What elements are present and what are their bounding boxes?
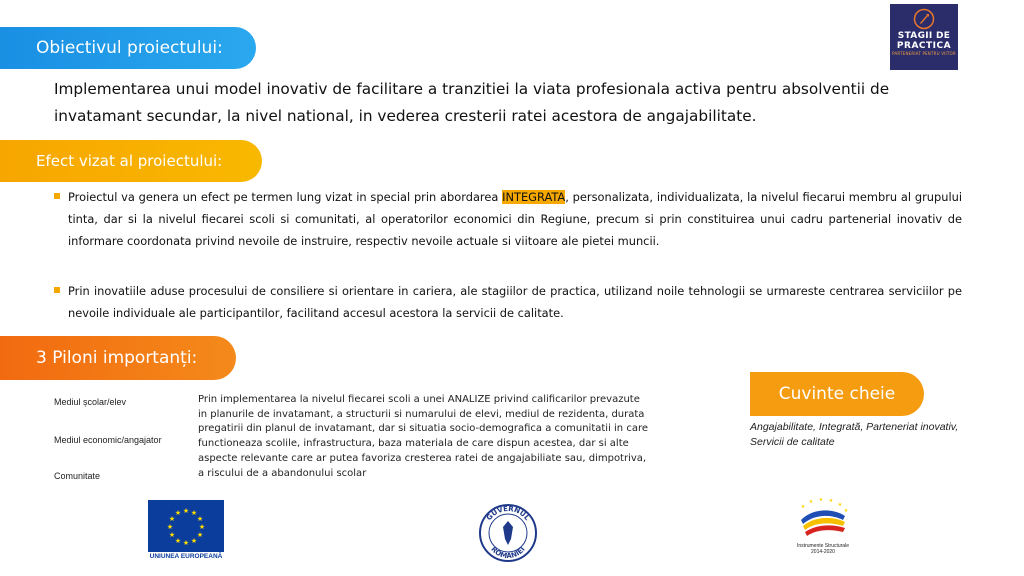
svg-text:★: ★ <box>190 537 198 545</box>
bullet-1-text-after: , personalizata, individualizata, la nivelul fiecarui membru al grupului tinta, dar si la nivelul fiecarei scoli si comunitati, al operatorilor economici din Regiune, precum si prin constituirea unui cadru partenerial inovativ de informare coordonata privind nevoile de instruire, respectiv nevoile actuale si viitoare ale pietei muncii. <box>68 190 962 248</box>
svg-text:★: ★ <box>174 537 182 545</box>
eu-flag-icon <box>148 500 224 552</box>
stagii-de-practica-logo <box>890 4 958 70</box>
pillars-description: Prin implementarea la nivelul fiecarei scoli a unei ANALIZE privind calificarilor prevazute in planurile de invatamant, a structurii si numarului de elevi, mediul de rezidenta, durata pregatirii din planul de invatamant, dar si situatia socio-demografica a comunitatii in care functioneaza scolile, infrastructura, baza materiala de care dispun acestea, dar si alte aspecte relevante care ar putea favoriza cresterea ratei de angajabiliate sau, dimpotriva, a riscului de a abandonului scolar <box>198 394 648 479</box>
svg-text:★: ★ <box>168 515 176 523</box>
instrumente-structurale-icon <box>793 498 853 538</box>
svg-text:★: ★ <box>196 531 204 539</box>
gov-text-bottom: ROMÂNIEI <box>489 545 527 561</box>
bullet-1-highlight: INTEGRATA <box>502 190 566 204</box>
gov-text-top: GUVERNUL <box>484 504 532 523</box>
eu-caption: UNIUNEA EUROPEANĂ <box>149 553 223 560</box>
keywords-text: Angajabilitate, Integrată, Parteneriat inovativ, Servicii de calitate <box>750 421 959 448</box>
pillar-item-school: Mediul școlar/elev <box>54 397 127 407</box>
objective-text: Implementarea unui model inovativ de facilitare a tranzitiei la viata profesionala activa pentru absolventii de invatamant secundar, la nivel national, in vederea cresterii ratei acestora de angajabilitate. <box>54 80 890 125</box>
svg-text:★: ★ <box>843 508 849 514</box>
svg-text:★: ★ <box>190 509 198 517</box>
keywords-header: Cuvinte cheie <box>750 372 924 416</box>
svg-text:★: ★ <box>198 523 206 531</box>
svg-text:★: ★ <box>800 504 806 510</box>
objective-header: Obiectivul proiectului: <box>0 27 256 69</box>
bullet-2-text: Prin inovatiile aduse procesului de consiliere si orientare in cariera, ale stagiilor de practica, utilizand noile tehnologii se urmareste centrarea serviciilor pe nevoile individuale ale participantilor, facilitand accesul acestora la servicii de calitate. <box>68 284 962 320</box>
logo-line-1: STAGII DE <box>897 31 951 41</box>
svg-text:★: ★ <box>182 507 190 515</box>
eu-logo <box>145 500 227 566</box>
effect-bullet-2 <box>54 280 962 324</box>
bullet-square-icon <box>54 193 60 199</box>
svg-text:★: ★ <box>828 498 834 504</box>
rocket-icon <box>913 8 935 30</box>
svg-text:★: ★ <box>182 539 190 547</box>
svg-text:★: ★ <box>837 502 843 508</box>
bullet-square-icon <box>54 287 60 293</box>
effect-bullet-1 <box>54 186 962 252</box>
is-caption-2: 2014-2020 <box>811 549 835 555</box>
pillars-header: 3 Piloni importanți: <box>0 336 236 380</box>
svg-text:★: ★ <box>168 531 176 539</box>
svg-text:★: ★ <box>174 509 182 517</box>
government-of-romania-logo <box>478 503 538 563</box>
pillar-item-economic: Mediul economic/angajator <box>54 435 162 445</box>
pillar-item-community: Comunitate <box>54 471 101 481</box>
logo-line-2: PRACTICA <box>896 41 952 51</box>
svg-text:★: ★ <box>196 515 204 523</box>
bullet-1-text-before: Proiectul va genera un efect pe termen lung vizat in special prin abordarea <box>68 190 503 204</box>
is-caption-1: Instrumente Structurale <box>797 543 849 549</box>
logo-tagline: PARTENERIAT PENTRU VIITOR <box>892 51 956 56</box>
effect-header: Efect vizat al proiectului: <box>0 140 262 182</box>
instrumente-structurale-logo <box>788 498 858 564</box>
svg-text:★: ★ <box>166 523 174 531</box>
svg-text:★: ★ <box>808 499 814 505</box>
svg-text:★: ★ <box>818 498 824 503</box>
